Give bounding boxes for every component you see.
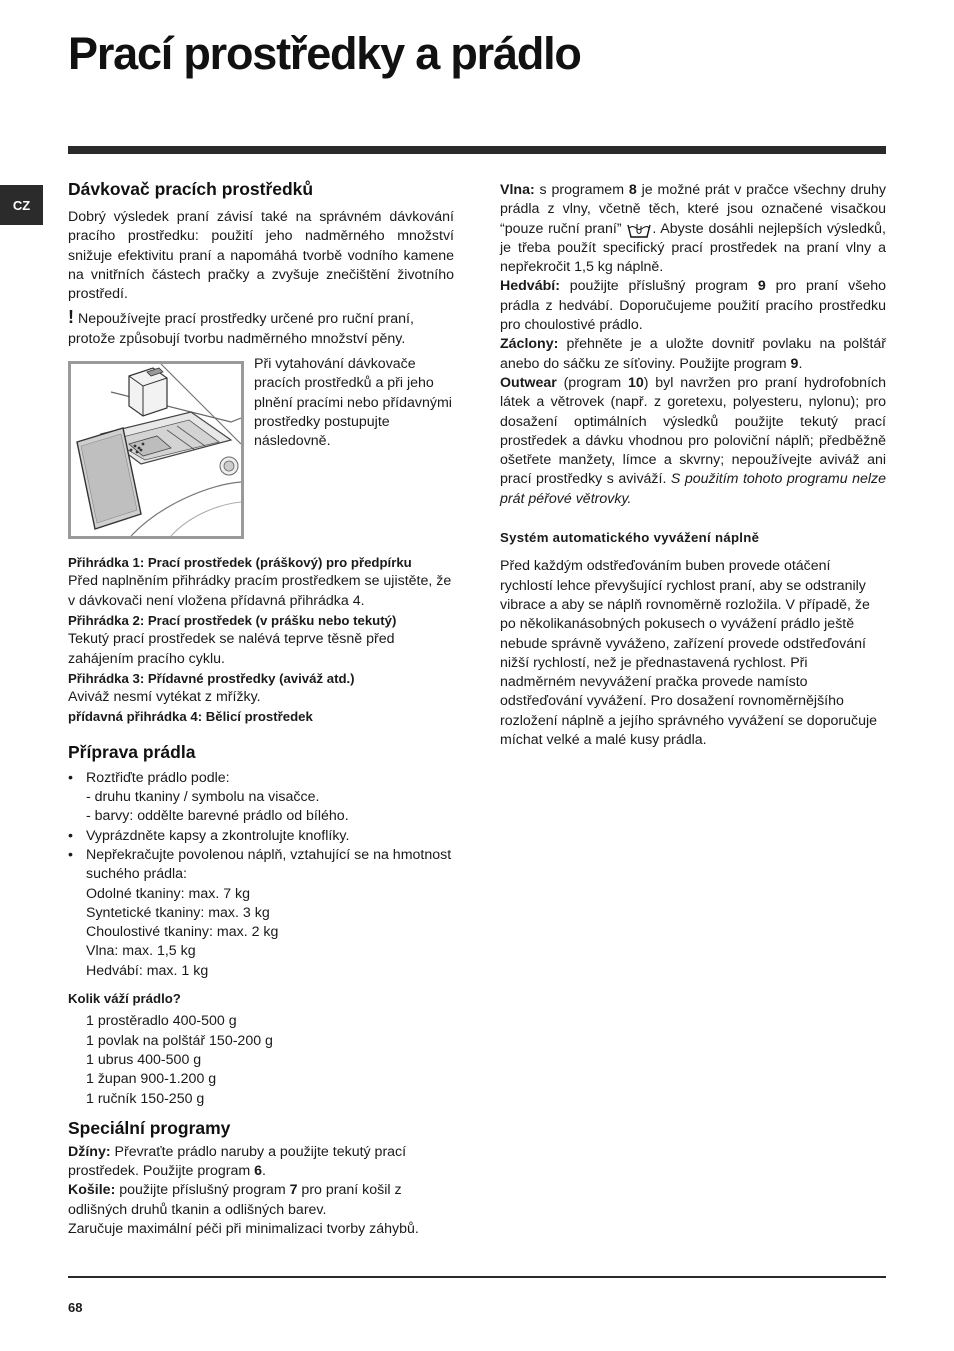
drawer-drawing xyxy=(71,364,241,536)
compartment-3-label: Přihrádka 3: Přídavné prostředky (aviváž atd.) xyxy=(68,670,355,686)
balance-heading: Systém automatického vyvážení náplně xyxy=(500,530,760,546)
wool-paragraph: Vlna: s programem 8 je možné prát v pračce všechny druhy prádla z vlny, včetně těch, které jsou označené visačkou “pouze ruční praní” . Abyste dosáhli nejlepších výsledků, je třeba použít specifický prací prostředek na praní vlny a nepřekročit 1,5 kg náplně. xyxy=(500,182,886,276)
weight-item: 1 povlak na polštář 150-200 g xyxy=(86,1032,273,1049)
laundry-heading: Příprava prádla xyxy=(68,741,196,762)
detergent-intro: Dobrý výsledek praní závisí také na správném dávkování pracího prostředku: použití jeho nadměrného množství snižuje efektivitu praní a napomáhá tvorbě vodního kamene na vnitřních částech pračky a zvyšuje znečištění životního prostředí. xyxy=(68,209,454,303)
silk-paragraph: Hedvábí: použijte příslušný program 9 pro praní všeho prádla z hedvábí. Doporučujeme použití pracího prostředku pro choulostivé prádlo. xyxy=(500,278,886,334)
weight-item: 1 ubrus 400-500 g xyxy=(86,1051,202,1068)
left-column xyxy=(68,178,454,1239)
list-item: • Vyprázdněte kapsy a zkontrolujte knoflíky. xyxy=(68,827,350,844)
figure-caption: Při vytahování dávkovače pracích prostředků a při jeho plnění pracími nebo přídavnými prostředky postupujte následovně. xyxy=(254,356,452,450)
compartment-3-text: Aviváž nesmí vytékat z mřížky. xyxy=(68,689,261,706)
outwear-paragraph: Outwear (program 10) byl navržen pro praní hydrofobních látek a větrovek (např. z goretexu, polyesteru, nylonu); pro dosažení optimálních výsledků použijte tekutý prací prostředek a dávku vhodnou pro poloviční náplň; předběžně ošetřete manžety, límce a skvrny; nepoužívejte aviváž ani prací prostředky s aviváží. S použitím tohoto programu nelze prát péřové větrovky. xyxy=(500,374,887,507)
language-tab: CZ xyxy=(0,185,43,225)
list-item: • Nepřekračujte povolenou náplň, vztahující se na hmotnost suchého prádla: Odolné tkaniny: max. 7 kg Syntetické tkaniny: max. 3 kg Choulostivé tkaniny: max. 2 kg Vlna: max. 1,5 kg Hedvábí: max. 1 kg xyxy=(68,846,452,979)
bottom-rule xyxy=(68,1276,886,1278)
compartment-1-text: Před naplněním přihrádky pracím prostředkem se ujistěte, že v dávkovači není vložena přídavná přihrádka 4. xyxy=(68,573,452,609)
weight-item: 1 ručník 150-250 g xyxy=(86,1090,205,1107)
weight-list xyxy=(68,1012,454,1108)
weight-heading: Kolik váží prádlo? xyxy=(68,991,181,1007)
special-heading: Speciální programy xyxy=(68,1117,231,1138)
shirts-note: Zaručuje maximální péči při minimalizaci tvorby záhybů. xyxy=(68,1220,419,1237)
weight-item: 1 župan 900-1.200 g xyxy=(86,1071,217,1088)
jeans-paragraph: Džíny: Převraťte prádlo naruby a použijte tekutý prací prostředek. Použijte program 6. xyxy=(68,1143,407,1180)
figure-row xyxy=(68,356,454,539)
list-item: • Roztřiďte prádlo podle: - druhu tkaniny / symbolu na visačce. - barvy: oddělte barevné prádlo od bílého. xyxy=(68,769,349,825)
warning-mark: ! xyxy=(68,307,74,328)
top-rule xyxy=(68,146,886,154)
right-column xyxy=(500,181,886,750)
laundry-list xyxy=(68,769,454,981)
page-number: 68 xyxy=(68,1300,83,1315)
curtains-paragraph: Záclony: přehněte je a uložte dovnitř povlaku na polštář anebo do sáčku ze síťoviny. Použijte program 9. xyxy=(500,336,886,372)
compartment-1-label: Přihrádka 1: Prací prostředek (práškový) pro předpírku xyxy=(68,555,412,571)
detergent-drawer-illustration xyxy=(68,361,244,539)
shirts-paragraph: Košile: použijte příslušný program 7 pro praní košil z odlišných druhů tkanin a odlišných barev. xyxy=(68,1182,402,1218)
detergent-warning xyxy=(68,308,454,349)
compartment-list xyxy=(68,553,454,727)
warning-text: Nepoužívejte prací prostředky určené pro ruční praní, protože způsobují tvorbu nadměrného množství pěny. xyxy=(68,311,414,347)
compartment-4-label: přídavná přihrádka 4: Bělicí prostředek xyxy=(68,709,313,725)
hand-wash-symbol-icon xyxy=(626,222,652,238)
compartment-2-label: Přihrádka 2: Prací prostředek (v prášku nebo tekutý) xyxy=(68,612,397,628)
balance-text: Před každým odstřeďováním buben provede otáčení rychlostí lehce převyšující rychlost praní, aby se odstranily vibrace a aby se náplň rovnoměrně rozložila. V případě, že po několikanásobných pokusech o vyvážení prádlo ještě nebude správně vyváženo, zařízení provede odstřeďování nižší rychlostí, než je přednastavená rychlost. Při nadměrném nevyvážení pračka provede namísto odstřeďování vyvážení. Pro dosažení rovnoměrnějšího rozložení náplně a jejího správného vyvážení se doporučuje míchat velké a malé kusy prádla. xyxy=(500,558,878,749)
detergent-heading: Dávkovač pracích prostředků xyxy=(68,179,314,199)
compartment-2-text: Tekutý prací prostředek se nalévá teprve těsně před zahájením pracího cyklu. xyxy=(68,631,395,667)
weight-item: 1 prostěradlo 400-500 g xyxy=(86,1013,237,1030)
page-title: Prací prostředky a prádlo xyxy=(68,28,581,79)
